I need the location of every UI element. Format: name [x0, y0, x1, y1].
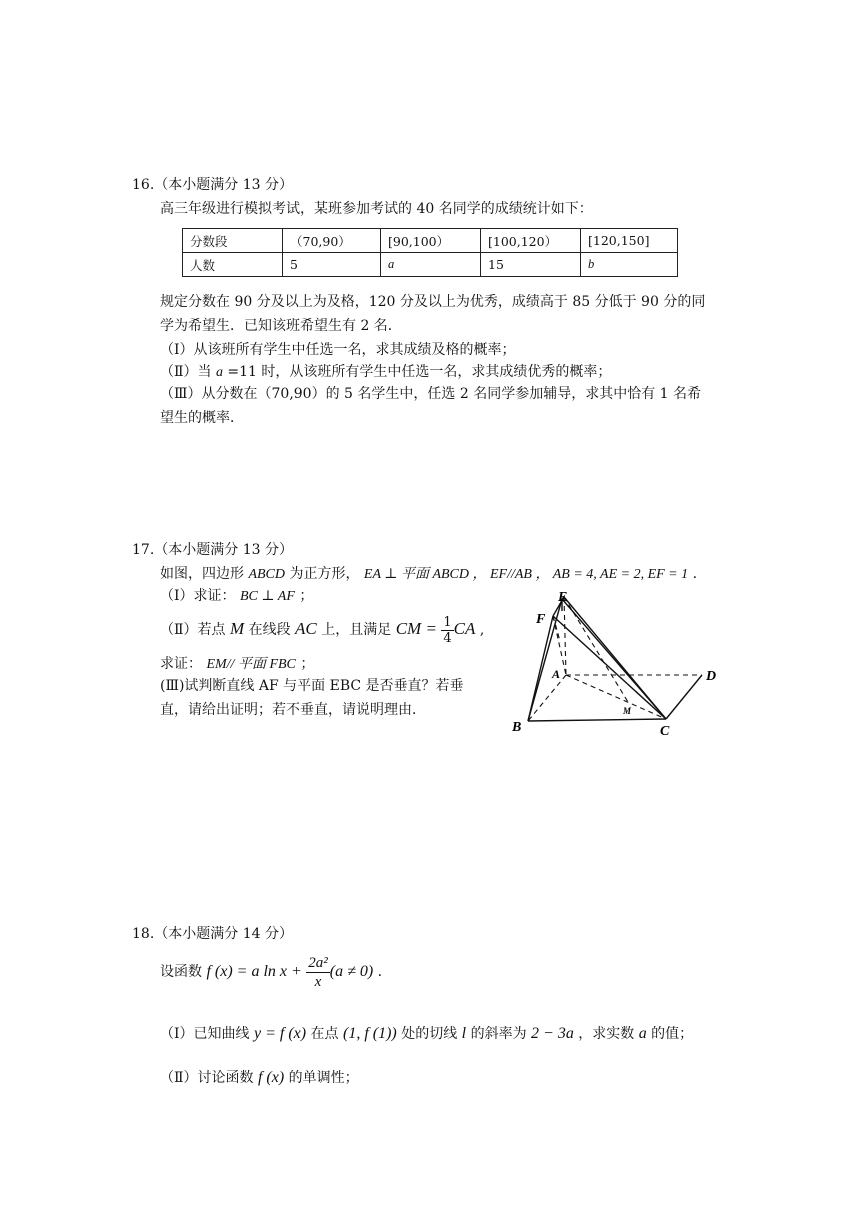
table-cell: b — [581, 253, 678, 277]
edge-EM — [564, 597, 628, 702]
q17-part-iii-line1: (Ⅲ)试判断直线 AF 与平面 EBC 是否垂直？若垂 — [160, 678, 464, 694]
math: y = f (x) — [253, 1025, 307, 1042]
table-cell: 15 — [481, 253, 581, 277]
text: 处的切线 — [396, 1026, 462, 1042]
variable: a — [215, 365, 223, 380]
table-cell: [120,150] — [581, 229, 678, 253]
table-cell: a — [381, 253, 481, 277]
q18-part-ii — [160, 1068, 359, 1088]
label-A: A — [552, 667, 561, 681]
table-cell: [90,100） — [381, 229, 481, 253]
text: （Ⅱ）讨论函数 — [160, 1070, 258, 1086]
text: ； — [294, 588, 314, 604]
text: （Ⅱ）若点 — [160, 622, 230, 638]
label-M: M — [623, 706, 632, 716]
text: 设函数 — [160, 964, 207, 980]
math: f (x) = a ln x + — [206, 963, 302, 980]
math: (a ≠ 0) — [329, 963, 374, 980]
q16-part-iii-line2: 望生的概率． — [160, 410, 244, 426]
edge-EA — [564, 597, 566, 675]
math: CM = — [395, 619, 437, 638]
edge-FC-outer — [553, 616, 666, 719]
text: 的值； — [646, 1026, 694, 1042]
table-row — [183, 253, 678, 277]
fraction-numerator: 1 — [443, 614, 452, 630]
fraction — [441, 615, 453, 646]
table-cell: （70,90） — [283, 229, 381, 253]
fraction — [306, 954, 330, 991]
table-cell: 人数 — [183, 253, 283, 277]
math: (1, f (1)) — [343, 1025, 397, 1042]
q17-header: 17.（本小题满分 13 分） — [132, 542, 293, 558]
table-cell: 5 — [283, 253, 381, 277]
text: . — [688, 566, 698, 582]
text: （Ⅰ）已知曲线 — [160, 1026, 254, 1042]
math: 2 − 3a — [531, 1025, 574, 1042]
q18-function-def — [160, 952, 382, 992]
geometry-figure — [500, 585, 730, 745]
table-cell: 分数段 — [183, 229, 283, 253]
q17-part-iii-line2: 直，请给出证明；若不垂直，请说明理由． — [160, 702, 426, 718]
label-F: F — [536, 612, 546, 627]
edge-BC — [528, 719, 666, 721]
text: （Ⅰ）求证： — [160, 588, 240, 604]
text: 在点 — [306, 1026, 343, 1042]
math: EM// 平面 FBC — [206, 657, 296, 672]
fraction-denominator: 4 — [443, 630, 452, 646]
math: EA ⊥ 平面 ABCD ， EF//AB ， AB = 4, AE = 2, EF = 1 — [363, 567, 689, 582]
math: a — [638, 1025, 647, 1042]
q17-part-ii — [160, 612, 484, 646]
text: 为正方形， — [285, 566, 364, 582]
text: 在线段 — [244, 622, 296, 638]
math: BC ⊥ AF — [239, 589, 295, 604]
text: 求证： — [160, 656, 207, 672]
math: ABCD — [248, 567, 286, 582]
text: ； — [295, 656, 315, 672]
q16-part-iii-line1: （Ⅲ）从分数在（70,90）的 5 名学生中，任选 2 名同学参加辅导，求其中恰有 1 名希 — [160, 386, 702, 402]
text: 的单调性； — [284, 1070, 359, 1086]
score-table — [182, 228, 678, 277]
q16-part-i: （Ⅰ）从该班所有学生中任选一名，求其成绩及格的概率； — [160, 342, 516, 358]
q17-intro — [160, 564, 697, 585]
table-cell: [100,120） — [481, 229, 581, 253]
label-C: C — [660, 724, 670, 739]
q18-part-i — [160, 1024, 693, 1044]
text: 的斜率为 — [466, 1026, 532, 1042]
q16-rule-line1: 规定分数在 90 分及以上为及格，120 分及以上为优秀，成绩高于 85 分低于 90 分的同 — [160, 294, 706, 310]
table-row — [183, 229, 678, 253]
fraction-numerator: 2a² — [308, 954, 328, 971]
text: 上，且满足 — [316, 622, 396, 638]
q16-header: 16.（本小题满分 13 分） — [132, 177, 293, 193]
text: , — [475, 622, 485, 638]
q16-part-ii — [160, 362, 611, 383]
text: . — [373, 964, 383, 980]
label-B: B — [512, 720, 522, 735]
q17-part-ii-line2 — [160, 654, 314, 675]
text: =11 时，从该班所有学生中任选一名，求其成绩优秀的概率； — [222, 364, 612, 380]
math: M — [229, 619, 245, 638]
label-E: E — [558, 590, 568, 605]
edge-CD — [666, 675, 702, 719]
q16-rule-line2: 学为希望生．已知该班希望生有 2 名． — [160, 318, 402, 334]
math: l — [461, 1025, 467, 1042]
q16-intro: 高三年级进行模拟考试，某班参加考试的 40 名同学的成绩统计如下： — [160, 201, 593, 217]
text: 如图，四边形 — [160, 566, 249, 582]
q18-header: 18.（本小题满分 14 分） — [132, 926, 293, 942]
q17-part-i — [160, 586, 313, 607]
math: AC — [295, 619, 317, 638]
label-D: D — [706, 669, 717, 684]
edge-EC — [564, 597, 666, 719]
text: ，求实数 — [573, 1026, 639, 1042]
math: CA — [453, 619, 476, 638]
fraction-denominator: x — [314, 973, 322, 990]
math: f (x) — [257, 1069, 285, 1086]
text: （Ⅱ）当 — [160, 364, 216, 380]
